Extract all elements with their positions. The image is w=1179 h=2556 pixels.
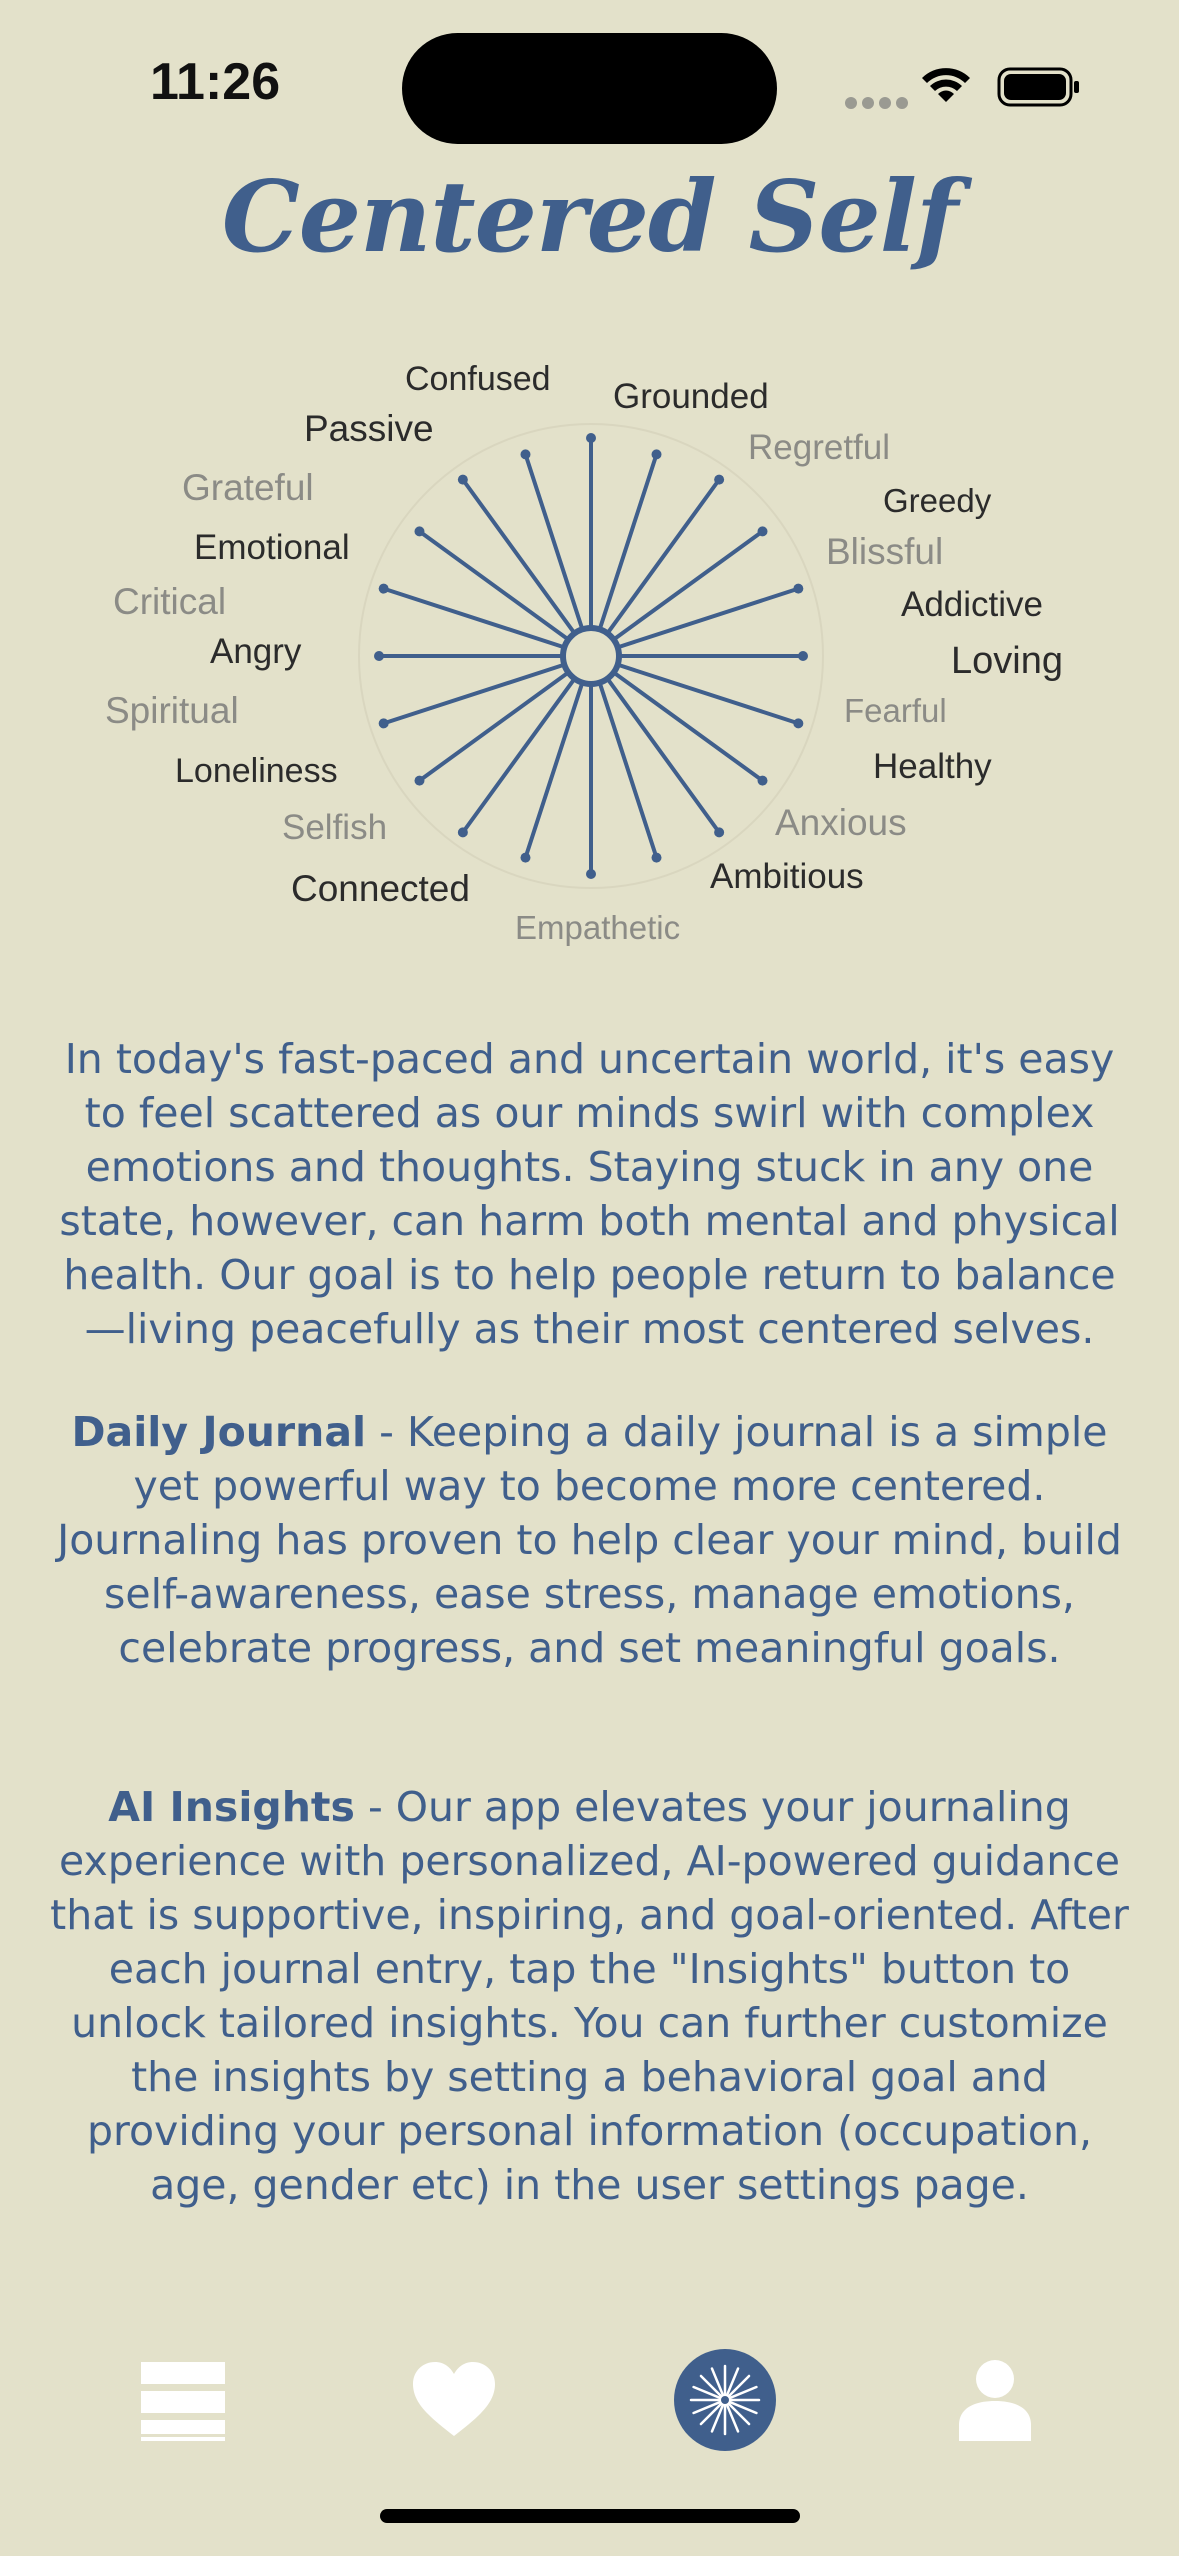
app-title: Centered Self bbox=[221, 160, 958, 275]
wheel-spoke-dot bbox=[793, 718, 803, 728]
battery-icon bbox=[997, 66, 1081, 108]
heart-icon bbox=[413, 2362, 495, 2438]
center-icon-hub bbox=[720, 2395, 730, 2405]
intro-paragraph: In today's fast-paced and uncertain world, it's easy to feel scattered as our minds swirl with complex emotions and thoughts. Staying stuck in any one state, however, can harm both mental and physical health. Our goal is to help people return to balance—living peacefully as their most centered selves. bbox=[59, 1035, 1120, 1353]
emotion-label: Empathetic bbox=[515, 909, 681, 946]
emotion-label: Loneliness bbox=[175, 752, 338, 790]
wheel-spoke-dot bbox=[520, 449, 530, 459]
wheel-spoke-dot bbox=[458, 475, 468, 485]
daily-journal-text: - Keeping a daily journal is a simple yet powerful way to become more centered. Journaling has proven to help clear your mind, build self-awareness, ease stress, manage emotions, celebrate progress, and set meaningful goals. bbox=[57, 1408, 1122, 1672]
tab-journal-list[interactable] bbox=[123, 2330, 243, 2470]
tab-profile[interactable] bbox=[935, 2330, 1055, 2470]
wheel-spoke-dot bbox=[793, 584, 803, 594]
status-bar bbox=[0, 0, 1179, 150]
daily-journal-heading: Daily Journal bbox=[71, 1408, 367, 1456]
center-wheel-icon bbox=[673, 2348, 777, 2452]
emotion-label: Loving bbox=[951, 640, 1063, 682]
wheel-spoke-dot bbox=[379, 718, 389, 728]
wheel-spoke-dot bbox=[374, 651, 384, 661]
wheel-spoke-dot bbox=[714, 827, 724, 837]
emotion-label: Selfish bbox=[282, 808, 388, 847]
ai-insights-heading: AI Insights bbox=[108, 1783, 355, 1831]
wheel-hub bbox=[563, 628, 619, 684]
dynamic-island bbox=[402, 33, 777, 144]
wheel-spoke-dot bbox=[798, 651, 808, 661]
wheel-spoke-dot bbox=[758, 776, 768, 786]
wheel-spoke-dot bbox=[414, 776, 424, 786]
emotion-label: Anxious bbox=[775, 802, 907, 843]
status-time: 11:26 bbox=[150, 53, 281, 111]
emotion-label: Fearful bbox=[844, 692, 947, 729]
wheel-spoke-dot bbox=[414, 526, 424, 536]
list-icon bbox=[141, 2358, 225, 2442]
wheel-spoke-dot bbox=[714, 475, 724, 485]
wheel-spoke-dot bbox=[586, 433, 596, 443]
ai-insights-section bbox=[50, 1780, 1129, 2212]
emotion-label: Connected bbox=[291, 868, 470, 909]
wheel-spoke-dot bbox=[379, 584, 389, 594]
wheel-spoke-dot bbox=[586, 869, 596, 879]
wheel-spoke-dot bbox=[758, 526, 768, 536]
tab-bar bbox=[0, 2330, 1179, 2480]
emotion-label: Blissful bbox=[826, 531, 944, 572]
emotion-label: Emotional bbox=[194, 528, 350, 567]
person-icon bbox=[959, 2359, 1031, 2441]
emotion-label: Ambitious bbox=[710, 857, 864, 896]
emotion-label: Grateful bbox=[182, 467, 314, 508]
wheel-spoke-dot bbox=[652, 853, 662, 863]
wifi-icon bbox=[922, 66, 970, 106]
home-indicator bbox=[380, 2509, 800, 2523]
emotion-label: Confused bbox=[405, 360, 551, 398]
emotion-label: Critical bbox=[113, 581, 227, 622]
wheel-spoke-dot bbox=[520, 853, 530, 863]
tab-centered-home[interactable] bbox=[665, 2330, 785, 2470]
wheel-spoke-dot bbox=[458, 827, 468, 837]
emotion-label: Passive bbox=[304, 408, 434, 449]
ai-insights-text: - Our app elevates your journaling experience with personalized, AI-powered guidance that is supportive, inspiring, and goal-oriented. After each journal entry, tap the "Insights" button to unlock tailored insights. You can further customize the insights by setting a behavioral goal and providing your personal information (occupation, age, gender etc) in the user settings page. bbox=[50, 1783, 1129, 2209]
emotion-label: Addictive bbox=[901, 585, 1044, 624]
emotion-label: Spiritual bbox=[105, 690, 239, 731]
emotion-label: Angry bbox=[210, 632, 302, 671]
cellular-signal-icon bbox=[845, 94, 913, 113]
emotion-label: Grounded bbox=[613, 377, 769, 416]
emotion-label: Greedy bbox=[883, 482, 992, 519]
emotion-label: Healthy bbox=[873, 747, 992, 786]
daily-journal-section bbox=[50, 1405, 1129, 1675]
wheel-spoke-dot bbox=[652, 449, 662, 459]
emotion-label: Regretful bbox=[748, 428, 891, 467]
tab-favorites[interactable] bbox=[394, 2330, 514, 2470]
